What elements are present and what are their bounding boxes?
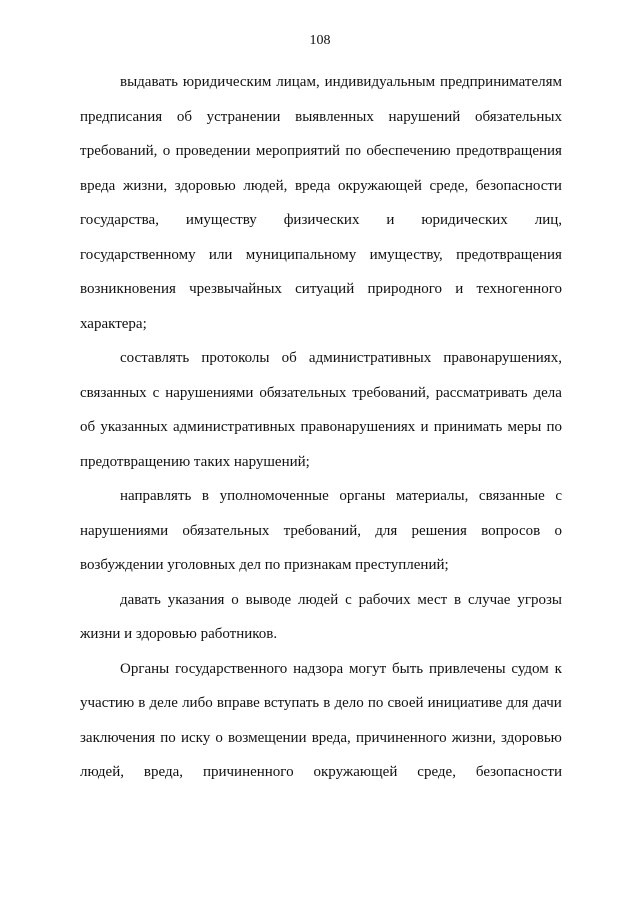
text-line: об указанных административных правонарушениях и принимать меры по [80, 419, 562, 435]
paragraph [80, 479, 562, 583]
text-line: составлять протоколы об административных правонарушениях, [120, 350, 562, 366]
text-line: заключения по иску о возмещении вреда, причиненного жизни, здоровью [80, 729, 562, 746]
text-line: направлять в уполномоченные органы материалы, связанные с [120, 488, 562, 504]
paragraph [80, 341, 562, 479]
text-line: государственному или муниципальному имуществу, предотвращения [80, 246, 562, 263]
text-line: жизни и здоровью работников. [80, 626, 278, 642]
text-line: государства, имуществу физических и юридических лиц, [80, 212, 562, 228]
text-line: участию в деле либо вправе вступать в дело по своей инициативе для дачи [80, 695, 562, 711]
text-line: требований, о проведении мероприятий по обеспечению предотвращения [80, 143, 562, 159]
text-line: нарушениями обязательных требований, для решения вопросов о [80, 522, 562, 539]
text-line: связанных с нарушениями обязательных требований, рассматривать дела [80, 384, 562, 401]
paragraph [80, 65, 562, 341]
text-line: давать указания о выводе людей с рабочих мест в случае угрозы [120, 591, 562, 608]
text-line: возникновения чрезвычайных ситуаций природного и техногенного [80, 281, 562, 297]
page-number: 108 [309, 33, 331, 48]
paragraph [80, 652, 562, 790]
text-line: выдавать юридическим лицам, индивидуальным предпринимателям [120, 74, 562, 90]
text-line: предотвращению таких нарушений; [80, 453, 310, 470]
text-line: Органы государственного надзора могут быть привлечены судом к [120, 660, 562, 677]
document-body [80, 65, 562, 790]
text-line: возбуждении уголовных дел по признакам преступлений; [80, 557, 449, 573]
text-line: вреда жизни, здоровью людей, вреда окружающей среде, безопасности [80, 177, 562, 194]
paragraph [80, 583, 562, 652]
text-line: людей, вреда, причиненного окружающей среде, безопасности [80, 764, 562, 780]
text-line: предписания об устранении выявленных нарушений обязательных [80, 108, 562, 125]
text-line: характера; [80, 315, 147, 332]
